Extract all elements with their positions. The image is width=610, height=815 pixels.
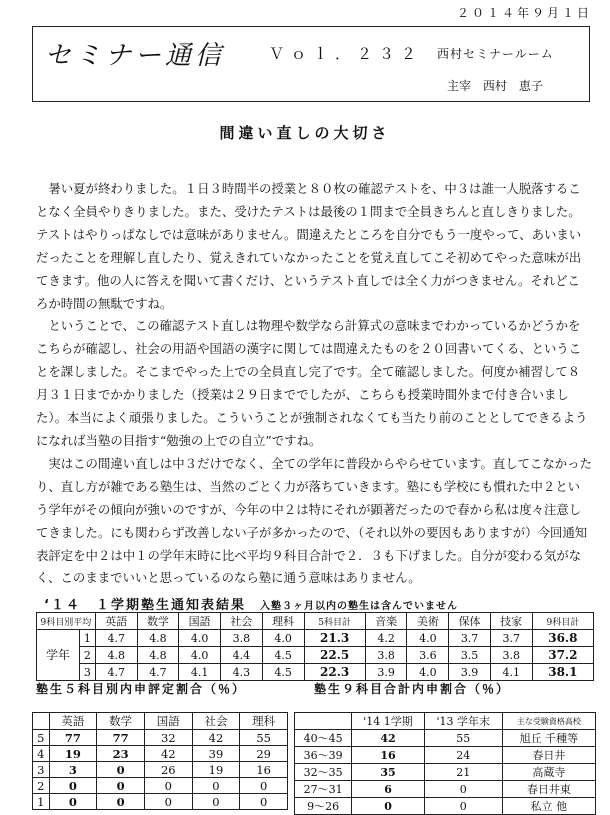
- paragraph: 実はこの間違い直しは中３だけでなく、全ての学年に普段からやらせています。直してこなかったり、直し方が雑である塾生は、当然のごとく力が落ちていきます。塾にも学校にも慣れた中２という学年がその傾向が強いのですが、今年の中２は特にそれが顕著だったので春から私は度々注意してきました。にも関わらず改善しない子が多かったので、（それ以外の要因もありますが）今回通知表評定を中２は中１の学年末時に比べ平均９科目合計で２．３も下げました。自分が変わる気がなく、このままでいいと思っているのなら塾に通う意味はありません。: [36, 455, 592, 586]
- range-cell: 40～45: [295, 730, 352, 747]
- table-cell: 6: [352, 781, 424, 798]
- table-cell: 4.3: [221, 664, 263, 681]
- table-cell: 4.0: [179, 630, 221, 647]
- table-cell: 0: [97, 762, 145, 778]
- range-cell: 36～39: [295, 747, 352, 764]
- school-cell: 旭丘 千種等: [502, 730, 595, 747]
- table-cell: 0: [49, 778, 97, 794]
- table-cell: 0: [240, 794, 288, 810]
- table-cell: 0: [97, 794, 145, 810]
- column-header: 主な受験資格高校: [502, 713, 595, 730]
- column-header: 国語: [144, 713, 192, 730]
- table-row: [295, 781, 596, 798]
- table-cell: 29: [240, 746, 288, 762]
- column-header: '13 学年末: [424, 713, 502, 730]
- table-cell: 4.0: [407, 630, 449, 647]
- column-header: 社会: [221, 613, 263, 630]
- range-cell: 9～26: [295, 798, 352, 815]
- table-corner: 9科目別平均: [37, 613, 96, 630]
- rating-cell: 4: [33, 746, 50, 762]
- subject-rating-section-title: 塾生５科目別内申評定割合（％）: [36, 682, 247, 696]
- report-card-section-title: [44, 594, 458, 613]
- table-cell: 3.7: [449, 630, 491, 647]
- column-header: 9科目計: [532, 613, 593, 630]
- rating-cell: 3: [33, 762, 50, 778]
- table-header-row: [295, 713, 596, 730]
- grade-average-table: [36, 612, 594, 681]
- school-cell: 私立 他: [502, 798, 595, 815]
- table-cell: 4.4: [221, 647, 263, 664]
- table-cell: 38.1: [532, 664, 593, 681]
- table-row: [33, 778, 288, 794]
- table-cell: 21.3: [304, 630, 365, 647]
- table-cell: 22.5: [304, 647, 365, 664]
- table-row: [295, 798, 596, 815]
- table-cell: 77: [49, 730, 97, 746]
- grade-cell: 1: [80, 630, 96, 647]
- table-header-row: [33, 713, 288, 730]
- school-cell: 春日井: [502, 747, 595, 764]
- table-cell: 77: [97, 730, 145, 746]
- column-header: 国語: [179, 613, 221, 630]
- column-header: 音楽: [365, 613, 407, 630]
- section-title: ‘１４ １学期塾生通知表結果: [44, 598, 246, 613]
- table-cell: 0: [49, 794, 97, 810]
- table-cell: 4.8: [95, 647, 137, 664]
- table-cell: 4.8: [137, 647, 179, 664]
- table-cell: 3.8: [365, 647, 407, 664]
- table-cell: 3.8: [490, 647, 532, 664]
- table-row: [33, 762, 288, 778]
- table-row: [37, 630, 594, 647]
- table-cell: 4.7: [137, 664, 179, 681]
- volume-number: Ｖｏｌ．２３２: [269, 45, 424, 63]
- newsletter-title: セミナー通信: [45, 41, 226, 71]
- table-cell: 4.1: [490, 664, 532, 681]
- table-cell: 3.8: [221, 630, 263, 647]
- table-cell: 4.7: [95, 630, 137, 647]
- table-cell: 42: [192, 730, 240, 746]
- table-cell: 19: [192, 762, 240, 778]
- table-cell: 16: [352, 747, 424, 764]
- column-header: 技家: [490, 613, 532, 630]
- table-cell: 0: [424, 798, 502, 815]
- table-cell: 4.0: [262, 630, 304, 647]
- table-row: [295, 730, 596, 747]
- school-cell: 春日井東: [502, 781, 595, 798]
- column-header: '14 1学期: [352, 713, 424, 730]
- table-cell: 42: [352, 730, 424, 747]
- table-cell: 55: [424, 730, 502, 747]
- table-cell: 3.5: [449, 647, 491, 664]
- table-row: [33, 730, 288, 746]
- paragraph: 暑い夏が終わりました。１日３時間半の授業と８０枚の確認テストを、中３は誰一人脱落することなく全員やりきりました。また、受けたテストは最後の１問まで全員きちんと直しきりました。テストはやりっぱなしでは意味がありません。間違えたところを自分でもう一度やって、あいまいだったことを理解し直したり、覚えきれていなかったことを覚え直してこそ初めてやった意味が出てきます。他の人に答えを聞いて書くだけ、というテスト直しでは全く力がつきません。それどころか時間の無駄ですね。: [36, 181, 582, 311]
- editor-line: [447, 77, 543, 94]
- table-cell: 0: [144, 778, 192, 794]
- rating-cell: 5: [33, 730, 50, 746]
- table-cell: 0: [240, 778, 288, 794]
- table-cell: 4.7: [95, 664, 137, 681]
- editor-name: 西村 恵子: [482, 79, 543, 93]
- table-cell: 0: [352, 798, 424, 815]
- column-header: 5科目計: [304, 613, 365, 630]
- grade-cell: 3: [80, 664, 96, 681]
- table-cell: 4.5: [262, 647, 304, 664]
- table-row: [37, 664, 594, 681]
- table-cell: 0: [97, 778, 145, 794]
- table-cell: 26: [144, 762, 192, 778]
- table-cell: 22.3: [304, 664, 365, 681]
- table-cell: 36.8: [532, 630, 593, 647]
- section-note: 入塾３ヶ月以内の塾生は含んでいません: [259, 601, 458, 612]
- subject-rating-table: [32, 712, 288, 810]
- column-header: 英語: [95, 613, 137, 630]
- column-header: [295, 713, 352, 730]
- total-rating-table: [294, 712, 596, 815]
- table-cell: 4.1: [179, 664, 221, 681]
- column-header: 理科: [262, 613, 304, 630]
- table-cell: 24: [424, 747, 502, 764]
- table-cell: 32: [144, 730, 192, 746]
- table-cell: 0: [192, 794, 240, 810]
- range-cell: 32～35: [295, 764, 352, 781]
- table-cell: 23: [97, 746, 145, 762]
- editor-role: 主宰: [447, 79, 472, 93]
- article-body: [36, 178, 592, 590]
- table-cell: 55: [240, 730, 288, 746]
- table-cell: 16: [240, 762, 288, 778]
- table-cell: 42: [144, 746, 192, 762]
- table-cell: 4.5: [262, 664, 304, 681]
- table-cell: 4.2: [365, 630, 407, 647]
- issue-date: ２０１４年９月１日: [456, 6, 592, 20]
- table-row: [295, 747, 596, 764]
- table-row: [33, 746, 288, 762]
- table-cell: 3: [49, 762, 97, 778]
- table-cell: 0: [144, 794, 192, 810]
- table-row: [33, 794, 288, 810]
- column-header: 美術: [407, 613, 449, 630]
- table-cell: 39: [192, 746, 240, 762]
- column-header: 理科: [240, 713, 288, 730]
- article-headline: 間違い直しの大切さ: [219, 124, 391, 142]
- table-cell: 4.0: [179, 647, 221, 664]
- table-cell: 35: [352, 764, 424, 781]
- table-row: [295, 764, 596, 781]
- table-cell: 19: [49, 746, 97, 762]
- table-cell: 3.9: [365, 664, 407, 681]
- table-cell: 4.0: [407, 664, 449, 681]
- column-header: 数学: [137, 613, 179, 630]
- table-header-row: [37, 613, 594, 630]
- table-cell: 3.7: [490, 630, 532, 647]
- column-header: 数学: [97, 713, 145, 730]
- column-header: 社会: [192, 713, 240, 730]
- rating-cell: 2: [33, 778, 50, 794]
- year-label: 学年: [37, 630, 80, 681]
- table-cell: 0: [424, 781, 502, 798]
- column-header: [33, 713, 50, 730]
- table-row: [37, 647, 594, 664]
- school-cell: 高蔵寺: [502, 764, 595, 781]
- organization-name: 西村セミナールーム: [437, 47, 554, 61]
- column-header: 保体: [449, 613, 491, 630]
- grade-cell: 2: [80, 647, 96, 664]
- rating-cell: 1: [33, 794, 50, 810]
- newsletter-header: [32, 26, 590, 102]
- range-cell: 27～31: [295, 781, 352, 798]
- total-rating-section-title: 塾生９科目合計内申割合（％）: [314, 682, 511, 696]
- table-cell: 3.6: [407, 647, 449, 664]
- table-cell: 0: [192, 778, 240, 794]
- column-header: 英語: [49, 713, 97, 730]
- table-cell: 3.9: [449, 664, 491, 681]
- table-cell: 21: [424, 764, 502, 781]
- table-cell: 37.2: [532, 647, 593, 664]
- paragraph: ということで、この確認テスト直しは物理や数学なら計算式の意味までわかっているかどうかをこちらが確認し、社会の用語や国語の漢字に関しては間違えたものを２０回書いてくる、ということを課しました。そこまでやった上での全員直し完了です。全て確認しました。何度か補習して８月３１日までかかりました（授業は２９日まででしたが、こちらも授業時間外まで付き合いました）。本当によく頑張りました。こういうことが強制されなくても当たり前のこととしてできるようになれば当塾の目指す“勉強の上での自立”ですね。: [36, 318, 588, 448]
- table-cell: 4.8: [137, 630, 179, 647]
